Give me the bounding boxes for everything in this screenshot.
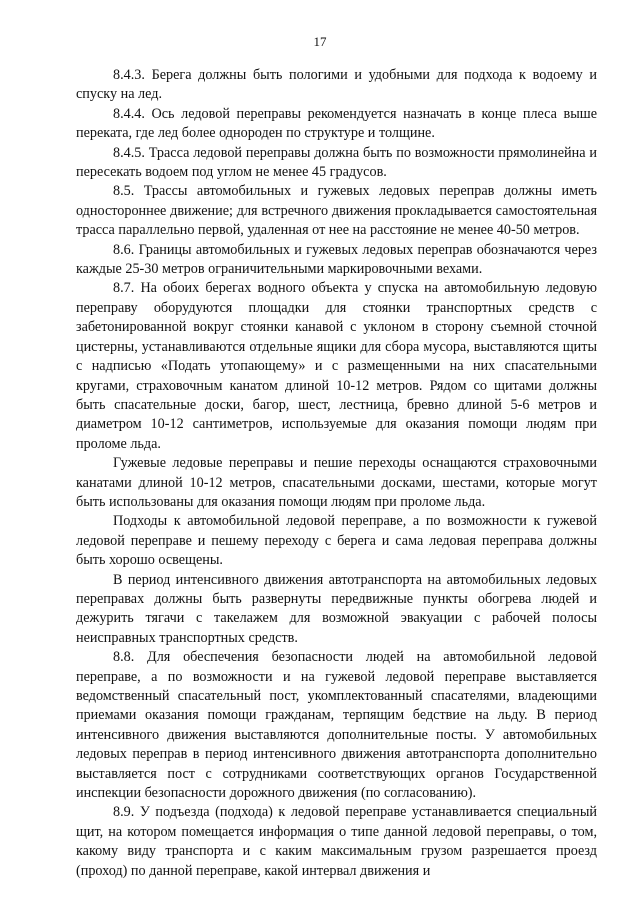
paragraph-8-4-3: 8.4.3. Берега должны быть пологими и удобными для подхода к водоему и спуску на лед. [76, 67, 597, 103]
paragraph-8-6: 8.6. Границы автомобильных и гужевых ледовых переправ обозначаются через каждые 25-30 метров ограничительными маркировочными вехами. [76, 241, 597, 278]
paragraph-heating-points: В период интенсивного движения автотранспорта на автомобильных ледовых переправах должны быть развернуты передвижные пункты обогрева людей и дежурить тягачи с такелажем для возможной эвакуации с рабочей полосы неисправных транспортных средств. [76, 571, 597, 646]
paragraph-approaches-lighting: Подходы к автомобильной ледовой переправе, а по возможности к гужевой ледовой переправе и пешему переходу с берега и сама ледовая переправа должны быть хорошо освещены. [76, 513, 597, 569]
paragraph-8-4-5: 8.4.5. Трасса ледовой переправы должна быть по возможности прямолинейна и пересекать водоем под углом не менее 45 градусов. [76, 144, 597, 181]
paragraph-8-9: 8.9. У подъезда (подхода) к ледовой переправе устанавливается специальный щит, на котором помещается информация о типе данной ледовой переправы, о том, какому виду транспорта и с каким максимальным грузом разрешается проезд (проход) по данной переправе, какой интервал движения и [76, 804, 597, 879]
document-body [76, 66, 597, 881]
paragraph-horse-drawn-crossings: Гужевые ледовые переправы и пешие переходы оснащаются страховочными канатами длиной 10-12 метров, спасательными досками, шестами, которые могут быть использованы для оказания помощи людям при проломе льда. [76, 455, 597, 510]
paragraph-8-8: 8.8. Для обеспечения безопасности людей на автомобильной ледовой переправе, а по возможности и на гужевой ледовой переправе выставляется ведомственный спасательный пост, укомплектованный спасателями, владеющими приемами оказания помощи гражданам, терпящим бедствие на льду. В период интенсивного движения выставляются дополнительные посты. У автомобильных ледовых переправ в период интенсивного движения автотранспорта дополнительно выставляется пост с сотрудниками соответствующих органов Государственной инспекции безопасности дорожного движения (по согласованию). [76, 649, 597, 802]
page-number: 17 [313, 34, 327, 49]
paragraph-8-5: 8.5. Трассы автомобильных и гужевых ледовых переправ должны иметь одностороннее движение; для встречного движения прокладывается самостоятельная трасса параллельно первой, удаленная от нее на расстояние не менее 40-50 метров. [76, 183, 597, 239]
paragraph-8-4-4: 8.4.4. Ось ледовой переправы рекомендуется назначать в конце плеса выше переката, где лед более однороден по структуре и толщине. [76, 105, 597, 142]
paragraph-8-7: 8.7. На обоих берегах водного объекта у спуска на автомобильную ледовую переправу оборудуются площадки для стоянки транспортных средств с забетонированной вокруг стоянки канавой с уклоном в сторону съемной сточной цистерны, устанавливаются отдельные ящики для сбора мусора, выставляются щиты с надписью «Подать утопающему» и с размещенными на них спасательными кругами, страховочным канатом длиной 10-12 метров. Рядом со щитами должны быть спасательные доски, багор, шест, лестница, бревно длиной 5-6 метров и диаметром 10-12 сантиметров, используемые для оказания помощи людям при проломе льда. [76, 280, 597, 452]
